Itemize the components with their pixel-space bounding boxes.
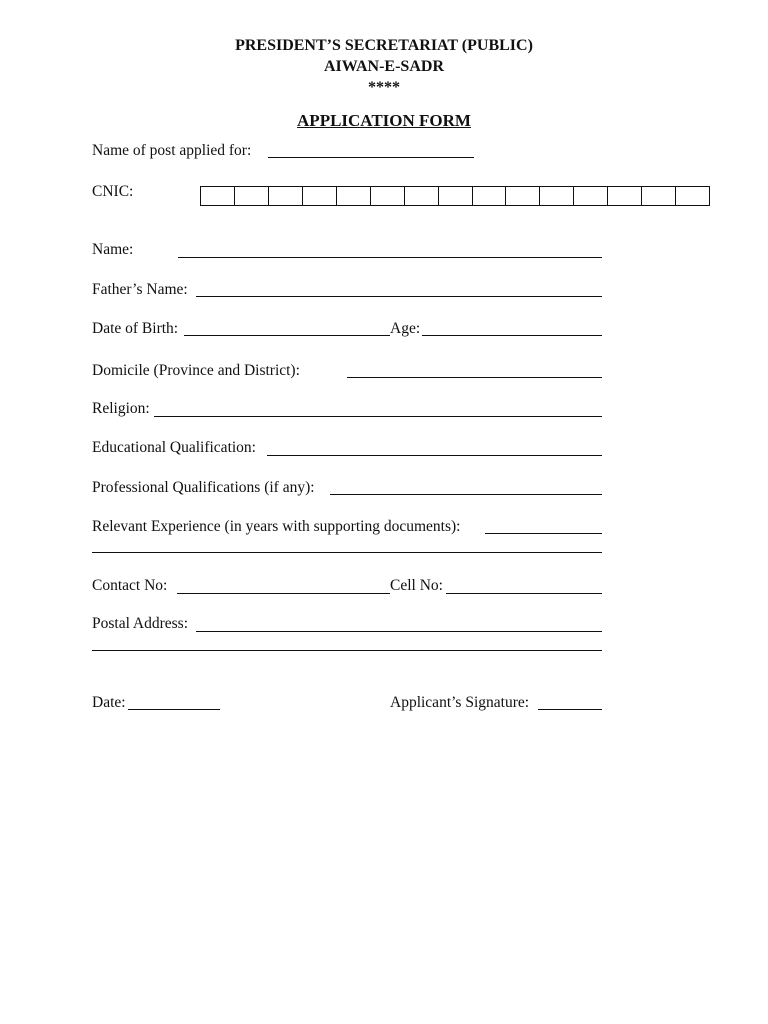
name-label: Name: — [92, 241, 134, 258]
header-aiwan-e-sadr: AIWAN-E-SADR — [323, 58, 444, 75]
dob-field[interactable] — [184, 335, 390, 336]
cnic-digit-box[interactable] — [439, 187, 473, 205]
cnic-digit-box[interactable] — [405, 187, 439, 205]
age-label: Age: — [390, 320, 421, 337]
postal-address-field[interactable] — [196, 631, 602, 632]
cnic-digit-box[interactable] — [506, 187, 540, 205]
cnic-digit-box[interactable] — [235, 187, 269, 205]
signature-label: Applicant’s Signature: — [390, 694, 530, 711]
name-field[interactable] — [178, 257, 602, 258]
postal-address-label: Postal Address: — [92, 615, 189, 632]
cnic-digit-box[interactable] — [371, 187, 405, 205]
education-label: Educational Qualification: — [92, 439, 256, 456]
cnic-digit-box[interactable] — [642, 187, 676, 205]
dob-label: Date of Birth: — [92, 320, 179, 337]
cnic-digit-box[interactable] — [337, 187, 371, 205]
cnic-box-row[interactable] — [200, 186, 710, 206]
cell-label: Cell No: — [390, 577, 443, 594]
cnic-digit-box[interactable] — [201, 187, 235, 205]
religion-field[interactable] — [154, 416, 602, 417]
domicile-label: Domicile (Province and District): — [92, 362, 300, 379]
postal-address-field-line2[interactable] — [92, 650, 602, 651]
experience-label: Relevant Experience (in years with supporting documents): — [92, 518, 461, 535]
education-field[interactable] — [267, 455, 602, 456]
religion-label: Religion: — [92, 400, 150, 417]
cell-field[interactable] — [446, 593, 602, 594]
header-stars: **** — [368, 79, 400, 96]
cnic-digit-box[interactable] — [608, 187, 642, 205]
date-field[interactable] — [128, 709, 220, 710]
cnic-digit-box[interactable] — [473, 187, 507, 205]
cnic-digit-box[interactable] — [303, 187, 337, 205]
experience-field[interactable] — [485, 533, 602, 534]
domicile-field[interactable] — [347, 377, 602, 378]
cnic-digit-box[interactable] — [574, 187, 608, 205]
age-field[interactable] — [422, 335, 602, 336]
cnic-digit-box[interactable] — [540, 187, 574, 205]
professional-field[interactable] — [330, 494, 602, 495]
fathers-name-field[interactable] — [196, 296, 602, 297]
cnic-label: CNIC: — [92, 183, 134, 200]
contact-label: Contact No: — [92, 577, 168, 594]
fathers-name-label: Father’s Name: — [92, 281, 188, 298]
experience-field-line2[interactable] — [92, 552, 602, 553]
signature-field[interactable] — [538, 709, 602, 710]
cnic-digit-box[interactable] — [676, 187, 709, 205]
professional-label: Professional Qualifications (if any): — [92, 479, 315, 496]
header-secretariat: PRESIDENT’S SECRETARIAT (PUBLIC) — [235, 37, 533, 54]
form-title: APPLICATION FORM — [297, 111, 471, 130]
post-applied-label: Name of post applied for: — [92, 142, 252, 159]
cnic-digit-box[interactable] — [269, 187, 303, 205]
post-applied-field[interactable] — [268, 157, 474, 158]
contact-field[interactable] — [177, 593, 390, 594]
date-label: Date: — [92, 694, 126, 711]
